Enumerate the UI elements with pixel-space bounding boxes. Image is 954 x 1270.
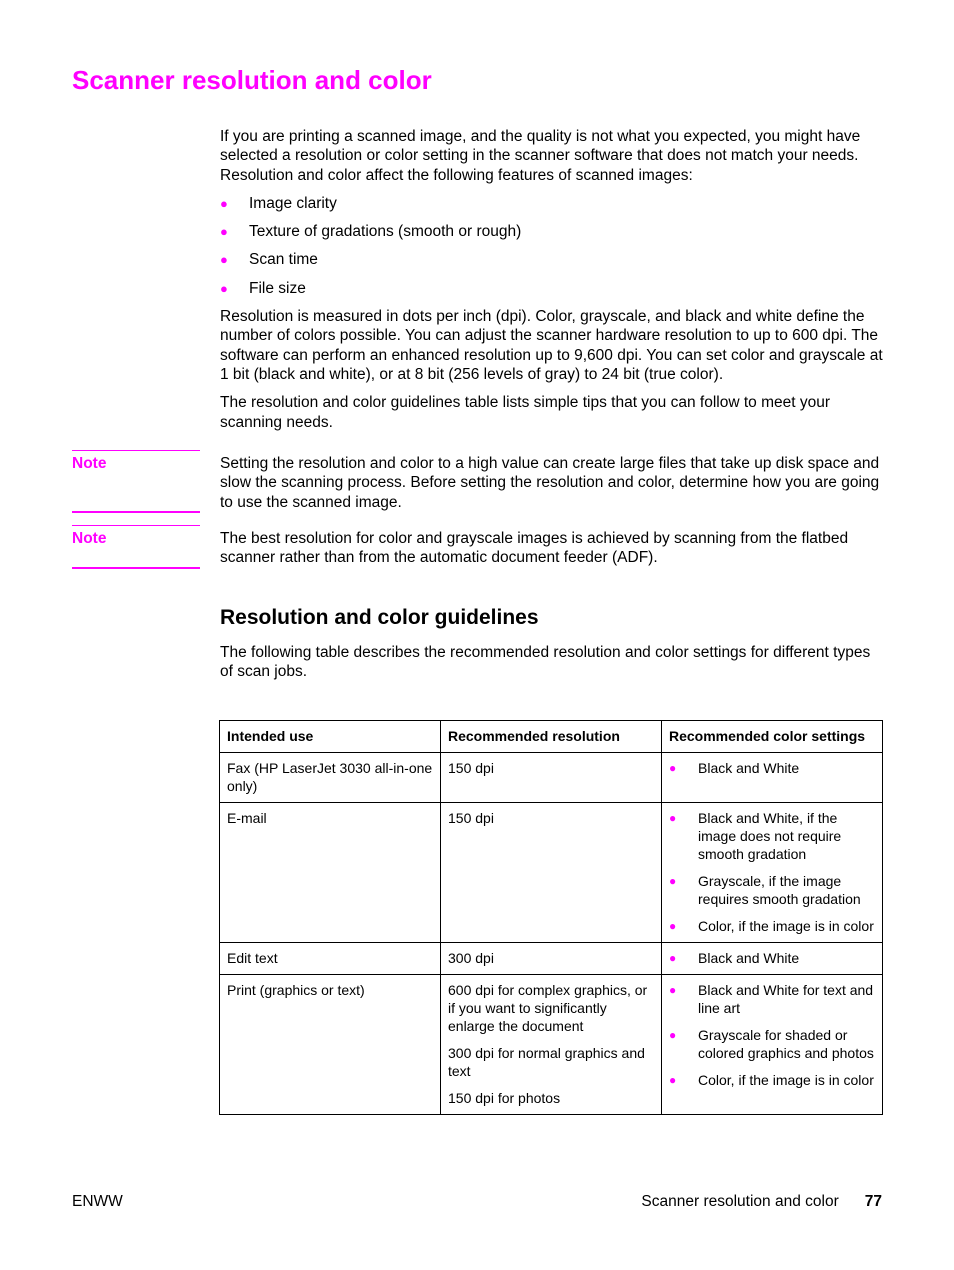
cell-resolution: 150 dpi — [441, 803, 662, 943]
bullet-icon: ● — [220, 195, 228, 211]
footer-section-name: Scanner resolution and color — [641, 1193, 839, 1210]
color-list — [669, 981, 875, 1089]
list-item: ● Scan time — [220, 251, 318, 269]
note-text: The best resolution for color and grayscale images is achieved by scanning from the flatbed scanner rather than from the automatic document feeder (ADF). — [220, 530, 849, 567]
bullet-icon: ● — [220, 280, 228, 296]
feature-list — [220, 194, 886, 298]
intro-block — [220, 127, 886, 432]
table-header-row — [220, 721, 883, 753]
bullet-icon: ● — [220, 252, 228, 268]
table-row — [220, 753, 883, 803]
list-item: ● File size — [220, 279, 306, 297]
list-item: ● Grayscale, if the image requires smooth gradation — [669, 873, 861, 907]
note-bottom-rule — [72, 511, 200, 513]
bullet-icon: ● — [669, 874, 677, 888]
bullet-icon: ● — [669, 983, 677, 997]
table-row — [220, 943, 883, 975]
bullet-icon: ● — [669, 1028, 677, 1042]
list-item: ● Color, if the image is in color — [669, 1072, 874, 1088]
cell-intended-use: Fax (HP LaserJet 3030 all-in-one only) — [220, 753, 441, 803]
cell-intended-use: Edit text — [220, 943, 441, 975]
resolution-paragraph: Resolution is measured in dots per inch (dpi). Color, grayscale, and black and white define the number of colors possible. You can adjust the scanner hardware resolution to up to 600 dpi. The software can perform an enhanced resolution up to 9,600 dpi. You can set color and grayscale at 1 bit (black and white), or at 8 bit (256 levels of gray) to 24 bit (true color). — [220, 308, 883, 383]
note-bottom-rule — [72, 567, 200, 569]
note-label: Note — [72, 455, 107, 472]
list-item: ● Texture of gradations (smooth or rough) — [220, 223, 522, 241]
cell-color — [662, 753, 883, 803]
intro-paragraph: If you are printing a scanned image, and the quality is not what you expected, you might have selected a resolution or color setting in the scanner software that does not match your needs. Resolution and color affect the following features of scanned images: — [220, 128, 861, 184]
color-list — [669, 809, 875, 935]
cell-color — [662, 943, 883, 975]
note-text: Setting the resolution and color to a high value can create large files that take up disk space and slow the scanning process. Before setting the resolution and color, determine how you are going to use the scanned image. — [220, 455, 880, 511]
cell-intended-use: Print (graphics or text) — [220, 975, 441, 1115]
page-title: Scanner resolution and color — [72, 65, 432, 95]
page-number: 77 — [864, 1193, 882, 1210]
section-title: Resolution and color guidelines — [220, 606, 539, 629]
list-item: ● Black and White — [669, 950, 800, 966]
note-top-rule — [72, 450, 200, 451]
list-item: ● Image clarity — [220, 194, 337, 212]
cell-intended-use: E-mail — [220, 803, 441, 943]
color-list — [669, 949, 875, 967]
list-item: ● Black and White, if the image does not require smooth gradation — [669, 810, 842, 862]
guidelines-table — [219, 720, 883, 1115]
cell-resolution: 150 dpi — [441, 753, 662, 803]
footer-right — [641, 1192, 882, 1211]
column-header-recommended-color: Recommended color settings — [662, 721, 883, 753]
bullet-icon: ● — [220, 224, 228, 240]
bullet-icon: ● — [669, 951, 677, 965]
bullet-icon: ● — [669, 761, 677, 775]
list-item: ● Grayscale for shaded or colored graphics and photos — [669, 1027, 874, 1061]
note-label: Note — [72, 530, 107, 547]
guidelines-paragraph: The resolution and color guidelines table lists simple tips that you can follow to meet your scanning needs. — [220, 394, 830, 431]
section-intro: The following table describes the recommended resolution and color settings for different types of scan jobs. — [220, 644, 871, 681]
cell-resolution: 300 dpi — [441, 943, 662, 975]
footer-left: ENWW — [72, 1193, 123, 1210]
cell-color — [662, 803, 883, 943]
bullet-icon: ● — [669, 919, 677, 933]
list-item: ● Black and White for text and line art — [669, 982, 874, 1016]
column-header-recommended-resolution: Recommended resolution — [441, 721, 662, 753]
color-list — [669, 759, 875, 777]
column-header-intended-use: Intended use — [220, 721, 441, 753]
list-item: ● Black and White — [669, 760, 800, 776]
cell-color — [662, 975, 883, 1115]
table-row — [220, 975, 883, 1115]
list-item: ● Color, if the image is in color — [669, 918, 874, 934]
note-top-rule — [72, 525, 200, 526]
bullet-icon: ● — [669, 811, 677, 825]
table-row — [220, 803, 883, 943]
cell-resolution: 600 dpi for complex graphics, or if you want to significantly enlarge the document 300 dpi for normal graphics and text 150 dpi for photos — [441, 975, 662, 1115]
bullet-icon: ● — [669, 1073, 677, 1087]
